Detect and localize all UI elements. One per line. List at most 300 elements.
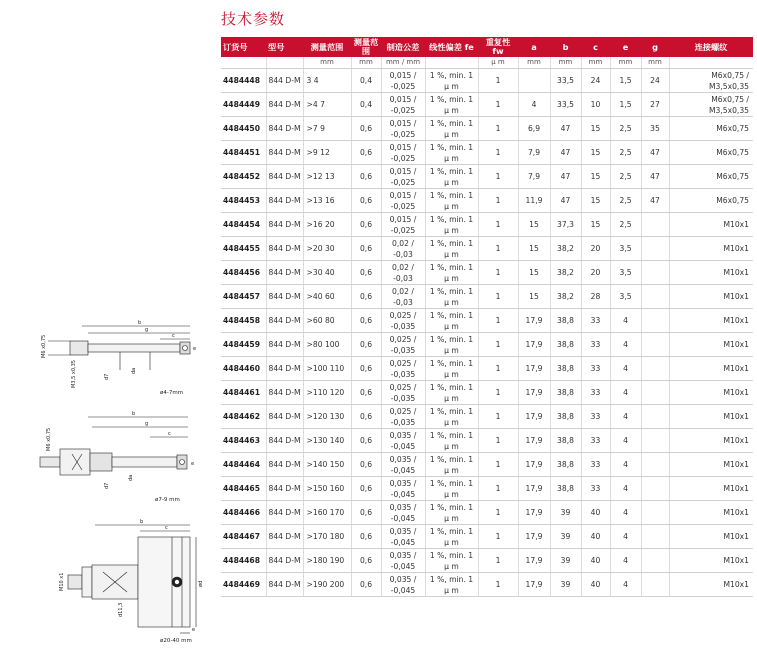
cell-line: 4484459 (223, 340, 260, 349)
table-cell-model (266, 309, 303, 333)
cell-line: 1 %, min. 1 (429, 94, 474, 104)
cell-line: 844 D-M (268, 196, 301, 205)
section-title: 技术参数 (221, 10, 286, 28)
cell-line: 17,9 (525, 436, 543, 445)
cell-line: 17,9 (525, 580, 543, 589)
cell-line: 15 (590, 148, 601, 157)
table-cell-lin (425, 237, 478, 261)
cell-line: 844 D-M (268, 124, 301, 133)
unit-cell: mm (610, 57, 641, 69)
table-row (221, 357, 753, 381)
unit-cell (221, 57, 266, 69)
table-cell-model (266, 453, 303, 477)
cell-line: 0,035 / (389, 502, 417, 512)
cell-line: 1 %, min. 1 (429, 310, 474, 320)
table-cell-e (610, 165, 641, 189)
cell-line: 24 (650, 76, 660, 85)
table-cell-a (518, 189, 550, 213)
cell-line: 1 (495, 340, 501, 349)
table-cell-range (303, 525, 351, 549)
table-cell-thread (669, 189, 753, 213)
table-cell-a (518, 141, 550, 165)
table-cell-model (266, 501, 303, 525)
table-cell-lin (425, 309, 478, 333)
table-cell-c (581, 165, 610, 189)
cell-line: >60 80 (306, 316, 335, 325)
cell-line: 33 (590, 436, 601, 445)
table-cell-g (641, 453, 669, 477)
cell-line: 4484449 (223, 100, 260, 109)
cell-line: 4484450 (223, 124, 260, 133)
cell-line: 0,025 / (389, 334, 417, 344)
cell-line: 1 (495, 244, 501, 253)
cell-line: µ m (444, 537, 459, 547)
table-cell-range (303, 237, 351, 261)
table-cell-tol (381, 165, 425, 189)
cell-line: 47 (560, 172, 571, 181)
drawing-probe-7-9mm (0, 405, 200, 505)
cell-line: -0,045 (390, 561, 416, 571)
cell-line: 4484466 (223, 508, 260, 517)
table-cell-rep (478, 165, 518, 189)
cell-line: 844 D-M (268, 388, 301, 397)
dim-thread-label: M6 x0,75 (46, 427, 52, 451)
table-cell-tol (381, 309, 425, 333)
cell-line: M6x0,75 / (711, 94, 749, 104)
table-row (221, 213, 753, 237)
dim-c-label: c (168, 431, 171, 437)
cell-line: 844 D-M (268, 532, 301, 541)
cell-line: 1 (495, 196, 501, 205)
cell-line: 4484460 (223, 364, 260, 373)
table-cell-tol (381, 213, 425, 237)
table-cell-g (641, 213, 669, 237)
header-b: b (550, 37, 581, 57)
table-cell-e (610, 381, 641, 405)
table-cell-b (550, 381, 581, 405)
cell-line: >16 20 (306, 220, 335, 229)
cell-line: 38,8 (557, 484, 574, 493)
table-cell-a (518, 261, 550, 285)
cell-line: 1 %, min. 1 (429, 286, 474, 296)
table-cell-rng (351, 453, 381, 477)
cell-line: 1 (495, 436, 501, 445)
table-cell-rep (478, 357, 518, 381)
table-cell-b (550, 453, 581, 477)
cell-line: M10x1 (723, 580, 749, 589)
table-cell-lin (425, 549, 478, 573)
cell-line: 1 %, min. 1 (429, 262, 474, 272)
table-header-row (221, 37, 753, 57)
cell-line: 33 (590, 364, 601, 373)
cell-line: 38,8 (557, 340, 574, 349)
table-cell-rep (478, 117, 518, 141)
drawing-caption: ø20-40 mm (160, 638, 192, 644)
table-cell-e (610, 237, 641, 261)
cell-line: 4 (623, 532, 628, 541)
table-cell-rng (351, 261, 381, 285)
cell-line: µ m (444, 585, 459, 595)
cell-line: 4484454 (223, 220, 260, 229)
table-cell-tol (381, 261, 425, 285)
cell-line: -0,045 (390, 585, 416, 595)
dim-d11-label: d11,3 (118, 602, 124, 617)
table-cell-c (581, 549, 610, 573)
table-cell-rng (351, 477, 381, 501)
cell-line: 1 %, min. 1 (429, 238, 474, 248)
unit-cell: µ m (478, 57, 518, 69)
cell-line: >190 200 (306, 580, 345, 589)
cell-line: M10x1 (723, 436, 749, 445)
cell-line: M10x1 (723, 268, 749, 277)
table-row (221, 309, 753, 333)
table-cell-e (610, 285, 641, 309)
header-c: c (581, 37, 610, 57)
table-cell-a (518, 93, 550, 117)
table-cell-order (221, 117, 266, 141)
cell-line: µ m (444, 369, 459, 379)
table-cell-thread (669, 141, 753, 165)
table-cell-lin (425, 501, 478, 525)
cell-line: 0,6 (359, 580, 373, 589)
cell-line: M10x1 (723, 412, 749, 421)
table-cell-range (303, 333, 351, 357)
cell-line: 33 (590, 388, 601, 397)
table-cell-range (303, 93, 351, 117)
cell-line: 1 %, min. 1 (429, 166, 474, 176)
table-cell-model (266, 189, 303, 213)
drawing-caption: ø4-7mm (160, 390, 184, 396)
cell-line: 40 (590, 580, 601, 589)
table-cell-order (221, 93, 266, 117)
cell-line: 0,025 / (389, 358, 417, 368)
table-cell-rep (478, 429, 518, 453)
table-cell-tol (381, 381, 425, 405)
table-cell-order (221, 501, 266, 525)
cell-line: 0,6 (359, 220, 373, 229)
table-cell-b (550, 357, 581, 381)
table-cell-b (550, 93, 581, 117)
cell-line: -0,045 (390, 441, 416, 451)
cell-line: 17,9 (525, 316, 543, 325)
cell-line: M10x1 (723, 340, 749, 349)
table-cell-order (221, 189, 266, 213)
table-cell-model (266, 357, 303, 381)
cell-line: 844 D-M (268, 508, 301, 517)
table-cell-b (550, 69, 581, 93)
cell-line: 0,02 / (392, 286, 414, 296)
cell-line: 47 (650, 172, 660, 181)
cell-line: 35 (650, 124, 660, 133)
table-cell-a (518, 117, 550, 141)
table-cell-rep (478, 237, 518, 261)
cell-line: 38,2 (557, 292, 574, 301)
table-cell-g (641, 381, 669, 405)
table-cell-tol (381, 333, 425, 357)
dim-thread-small-label: M3,5 x0,35 (71, 360, 77, 388)
table-cell-rng (351, 429, 381, 453)
table-cell-a (518, 405, 550, 429)
table-cell-thread (669, 117, 753, 141)
table-cell-rng (351, 213, 381, 237)
table-row (221, 453, 753, 477)
cell-line: 24 (590, 76, 601, 85)
table-cell-range (303, 381, 351, 405)
table-cell-lin (425, 405, 478, 429)
table-cell-b (550, 285, 581, 309)
table-cell-order (221, 165, 266, 189)
table-row (221, 381, 753, 405)
cell-line: 3,5 (619, 244, 632, 253)
table-cell-g (641, 93, 669, 117)
table-cell-a (518, 525, 550, 549)
dim-d7-label: d7 (104, 373, 110, 380)
cell-line: M10x1 (723, 532, 749, 541)
table-cell-model (266, 165, 303, 189)
cell-line: 33,5 (557, 76, 574, 85)
unit-cell: mm (303, 57, 351, 69)
table-cell-lin (425, 141, 478, 165)
cell-line: 3,5 (619, 268, 632, 277)
cell-line: 4 (623, 364, 628, 373)
table-cell-c (581, 333, 610, 357)
cell-line: >30 40 (306, 268, 335, 277)
cell-line: 1 (495, 508, 501, 517)
table-cell-lin (425, 69, 478, 93)
cell-line: 33 (590, 484, 601, 493)
cell-line: 38,8 (557, 364, 574, 373)
table-cell-tol (381, 549, 425, 573)
cell-line: 20 (590, 268, 601, 277)
table-cell-c (581, 189, 610, 213)
table-cell-order (221, 525, 266, 549)
cell-line: 0,035 / (389, 430, 417, 440)
cell-line: 4484462 (223, 412, 260, 421)
table-cell-e (610, 525, 641, 549)
cell-line: 1 (495, 484, 501, 493)
table-cell-g (641, 261, 669, 285)
header-a: a (518, 37, 550, 57)
cell-line: 0,015 / (389, 118, 417, 128)
dim-c-label: c (165, 525, 168, 531)
cell-line: µ m (444, 393, 459, 403)
drawing-probe-4-7mm (0, 318, 200, 398)
cell-line: 1 (495, 460, 501, 469)
cell-line: 15 (529, 244, 539, 253)
table-cell-thread (669, 93, 753, 117)
table-cell-tol (381, 141, 425, 165)
table-row (221, 549, 753, 573)
cell-line: µ m (444, 105, 459, 115)
unit-cell: mm (581, 57, 610, 69)
table-row (221, 141, 753, 165)
cell-line: 4484448 (223, 76, 260, 85)
table-cell-e (610, 189, 641, 213)
table-cell-g (641, 405, 669, 429)
table-cell-tol (381, 405, 425, 429)
table-cell-b (550, 237, 581, 261)
table-cell-g (641, 117, 669, 141)
table-row (221, 93, 753, 117)
cell-line: 0,4 (359, 76, 373, 85)
table-cell-rep (478, 333, 518, 357)
unit-cell: mm / mm (381, 57, 425, 69)
table-cell-model (266, 261, 303, 285)
cell-line: -0,03 (393, 273, 413, 283)
cell-line: >100 110 (306, 364, 345, 373)
cell-line: 1 (495, 172, 501, 181)
cell-line: 0,02 / (392, 238, 414, 248)
table-row (221, 285, 753, 309)
cell-line: 4 (623, 340, 628, 349)
cell-line: >140 150 (306, 460, 345, 469)
dim-d7-label: d7 (104, 482, 110, 489)
table-cell-tol (381, 453, 425, 477)
table-cell-model (266, 141, 303, 165)
header-g: g (641, 37, 669, 57)
table-cell-c (581, 261, 610, 285)
header-connection-thread: 连接螺纹 (669, 37, 753, 57)
cell-line: 1 (495, 412, 501, 421)
table-cell-b (550, 429, 581, 453)
cell-line: 20 (590, 244, 601, 253)
table-cell-g (641, 357, 669, 381)
cell-line: M10x1 (723, 244, 749, 253)
dim-b-label: b (140, 519, 144, 525)
table-cell-e (610, 477, 641, 501)
table-cell-c (581, 429, 610, 453)
table-cell-lin (425, 165, 478, 189)
cell-line: 4484455 (223, 244, 260, 253)
table-cell-c (581, 309, 610, 333)
table-cell-a (518, 453, 550, 477)
table-cell-tol (381, 93, 425, 117)
cell-line: >4 7 (306, 100, 325, 109)
cell-line: µ m (444, 345, 459, 355)
table-cell-g (641, 189, 669, 213)
cell-line: 844 D-M (268, 460, 301, 469)
cell-line: 0,035 / (389, 574, 417, 584)
cell-line: -0,035 (390, 417, 416, 427)
cell-line: 1 %, min. 1 (429, 550, 474, 560)
units-row (221, 57, 753, 69)
cell-line: 33 (590, 412, 601, 421)
table-row (221, 117, 753, 141)
table-cell-a (518, 333, 550, 357)
cell-line: -0,025 (390, 129, 416, 139)
table-row (221, 525, 753, 549)
table-cell-b (550, 141, 581, 165)
table-cell-model (266, 237, 303, 261)
table-cell-thread (669, 429, 753, 453)
cell-line: >13 16 (306, 196, 335, 205)
cell-line: 0,6 (359, 340, 373, 349)
table-cell-lin (425, 285, 478, 309)
table-cell-thread (669, 405, 753, 429)
cell-line: µ m (444, 321, 459, 331)
table-row (221, 165, 753, 189)
cell-line: 4 (623, 436, 628, 445)
table-cell-order (221, 309, 266, 333)
cell-line: 844 D-M (268, 76, 301, 85)
cell-line: -0,025 (390, 201, 416, 211)
cell-line: 4484452 (223, 172, 260, 181)
cell-line: M10x1 (723, 556, 749, 565)
cell-line: 33,5 (557, 100, 574, 109)
cell-line: 33 (590, 460, 601, 469)
table-cell-range (303, 261, 351, 285)
cell-line: 0,6 (359, 172, 373, 181)
table-cell-order (221, 333, 266, 357)
cell-line: 17,9 (525, 364, 543, 373)
unit-cell (425, 57, 478, 69)
cell-line: 0,6 (359, 508, 373, 517)
cell-line: 0,035 / (389, 550, 417, 560)
table-cell-c (581, 405, 610, 429)
header-measuring-range-2: 测量范围 (351, 37, 381, 57)
cell-line: 2,5 (619, 172, 632, 181)
table-cell-a (518, 165, 550, 189)
table-cell-model (266, 429, 303, 453)
cell-line: -0,045 (390, 465, 416, 475)
table-cell-e (610, 309, 641, 333)
cell-line: 17,9 (525, 484, 543, 493)
cell-line: 0,6 (359, 364, 373, 373)
cell-line: 15 (590, 220, 601, 229)
header-manufacturing-tolerance: 制造公差 (381, 37, 425, 57)
table-cell-c (581, 477, 610, 501)
cell-line: 3 4 (306, 76, 319, 85)
cell-line: 4 (623, 412, 628, 421)
cell-line: -0,025 (390, 81, 416, 91)
table-cell-thread (669, 69, 753, 93)
table-cell-order (221, 453, 266, 477)
table-cell-rep (478, 93, 518, 117)
cell-line: 1 %, min. 1 (429, 574, 474, 584)
dim-da-label: da (128, 474, 134, 481)
table-cell-model (266, 573, 303, 597)
cell-line: 1 (495, 364, 501, 373)
cell-line: 4 (531, 100, 537, 109)
table-cell-g (641, 573, 669, 597)
table-cell-b (550, 333, 581, 357)
table-cell-thread (669, 285, 753, 309)
table-cell-rng (351, 381, 381, 405)
table-cell-b (550, 117, 581, 141)
specification-table (221, 37, 753, 597)
table-cell-tol (381, 189, 425, 213)
cell-line: 1 (495, 220, 501, 229)
cell-line: 1 %, min. 1 (429, 382, 474, 392)
table-cell-g (641, 501, 669, 525)
header-order-no: 订货号 (221, 37, 266, 57)
table-row (221, 429, 753, 453)
table-cell-rep (478, 69, 518, 93)
table-cell-rng (351, 357, 381, 381)
cell-line: 844 D-M (268, 292, 301, 301)
table-cell-rng (351, 405, 381, 429)
table-cell-c (581, 213, 610, 237)
dim-c-label: c (172, 333, 175, 339)
table-cell-model (266, 477, 303, 501)
header-linearity-deviation: 线性偏差 fe (425, 37, 478, 57)
cell-line: 38,8 (557, 436, 574, 445)
table-cell-rep (478, 405, 518, 429)
cell-line: 4484458 (223, 316, 260, 325)
table-cell-rep (478, 309, 518, 333)
cell-line: 1 %, min. 1 (429, 118, 474, 128)
table-cell-thread (669, 165, 753, 189)
